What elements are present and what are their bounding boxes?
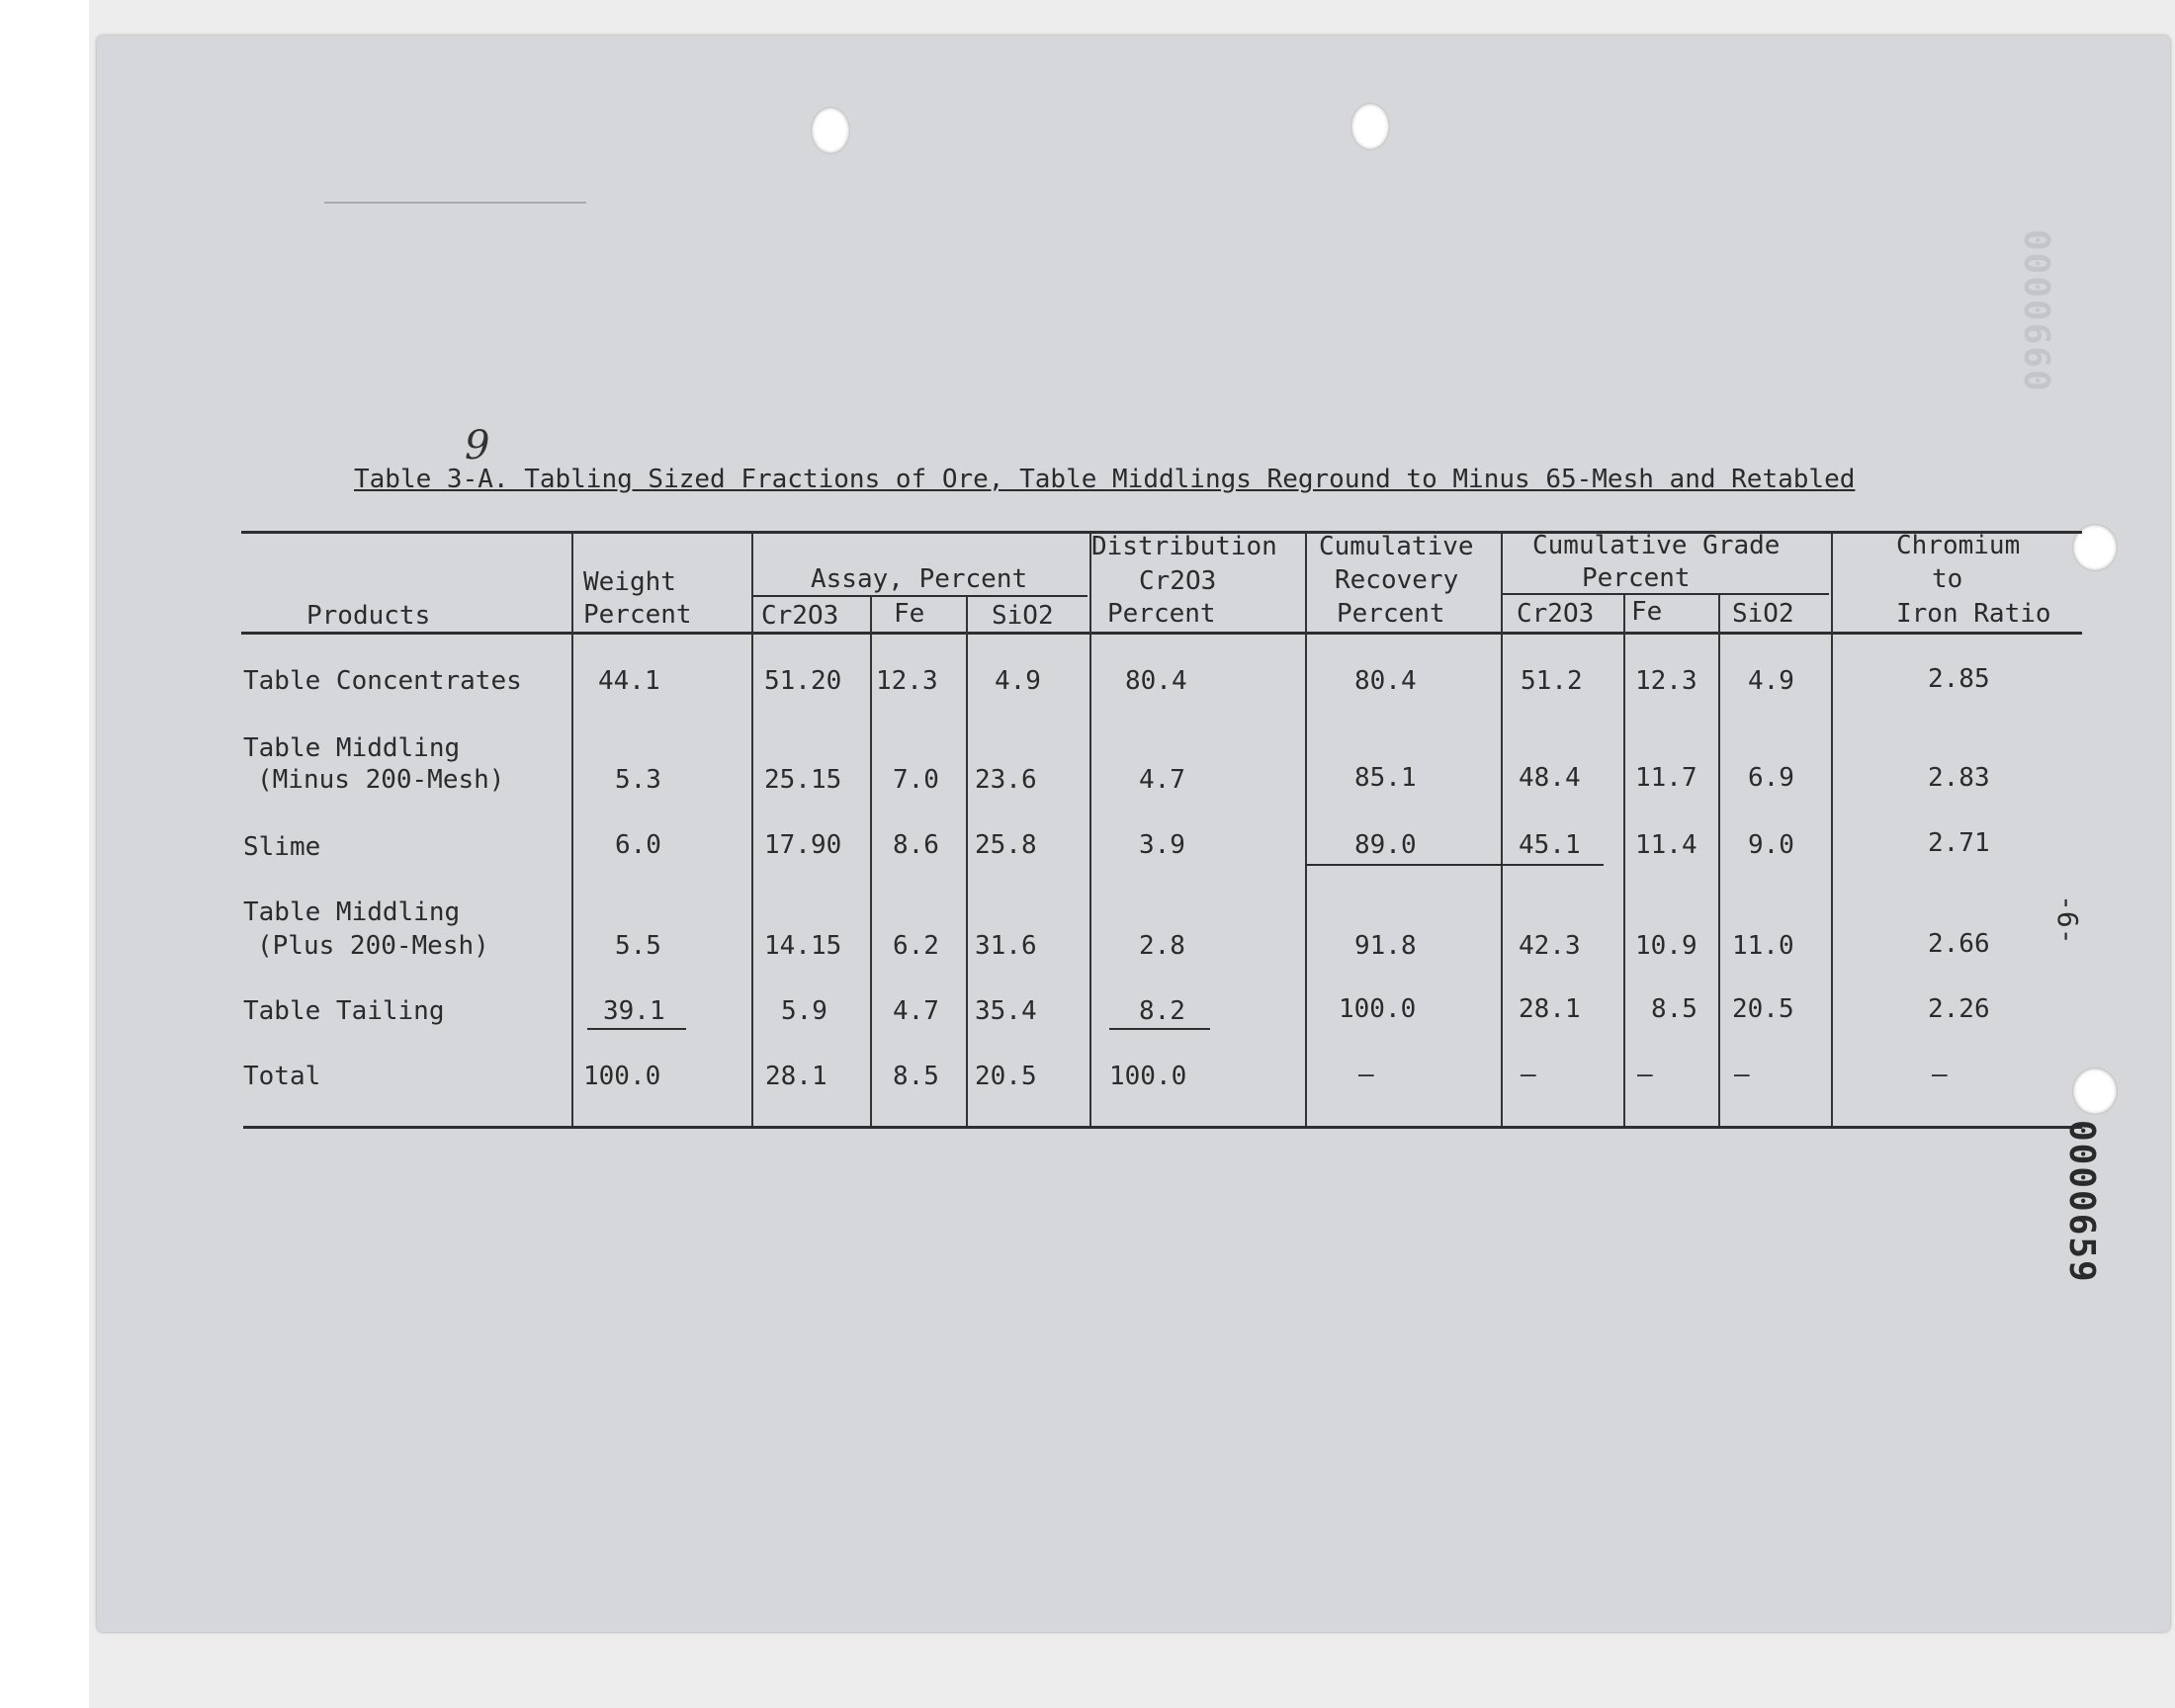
row-cr2o3: 51.20 (764, 666, 842, 696)
row-cg-sio2: 11.0 (1732, 931, 1794, 961)
row-fe: 6.2 (893, 931, 939, 961)
row-dist: 100.0 (1109, 1062, 1187, 1091)
table-title (354, 465, 1855, 494)
faint-stamp-number: 0000660 (2016, 229, 2056, 393)
header-cumrec-2: Recovery (1335, 565, 1459, 595)
col-divider (751, 533, 753, 1126)
row-ratio: 2.85 (1928, 664, 1990, 694)
header-assay-group: Assay, Percent (811, 564, 1028, 594)
row-product-line-2: (Minus 200-Mesh) (257, 765, 505, 795)
title-text: . Tabling Sized Fractions of Ore, Table Middlings Reground to Minus 65-Mesh and Retabled (492, 465, 1856, 494)
row-cg-fe: 10.9 (1635, 931, 1697, 961)
row-cumrec: — (1358, 1060, 1374, 1089)
row-ratio: — (1932, 1060, 1948, 1089)
row-cg-sio2: — (1734, 1060, 1750, 1089)
row-product: Table Concentrates (243, 666, 522, 696)
header-distribution-3: Percent (1107, 599, 1216, 629)
row-fe: 7.0 (893, 765, 939, 795)
col-divider (1501, 533, 1503, 1126)
row-sio2: 23.6 (975, 765, 1037, 795)
punch-hole-top-left (811, 107, 850, 154)
row-cg-cr2o3: 42.3 (1519, 931, 1581, 961)
header-ratio-1: Chromium (1896, 531, 2021, 560)
row-cumrec: 80.4 (1354, 666, 1417, 696)
side-page-number: -6- (2051, 895, 2084, 945)
row-cumrec: 91.8 (1354, 931, 1417, 961)
row-ratio: 2.66 (1928, 929, 1990, 959)
row-sio2: 31.6 (975, 931, 1037, 961)
row-cg-fe: 8.5 (1651, 994, 1697, 1024)
header-products: Products (306, 601, 431, 631)
row-ratio: 2.83 (1928, 763, 1990, 793)
row-cg-fe: 11.4 (1635, 830, 1697, 860)
row-fe: 8.6 (893, 830, 939, 860)
row-cg-sio2: 9.0 (1748, 830, 1794, 860)
row-cg-cr2o3: 51.2 (1521, 666, 1583, 696)
header-weight-2: Percent (583, 600, 692, 630)
title-prefix: Table (354, 465, 447, 494)
header-cumgrade-sio2: SiO2 (1732, 599, 1794, 629)
row-cr2o3: 25.15 (764, 765, 842, 795)
col-divider (1305, 533, 1307, 1126)
row-weight: 5.5 (615, 931, 661, 961)
header-assay-cr2o3: Cr2O3 (761, 601, 839, 631)
row-product: Table Middling (243, 897, 461, 927)
header-ratio-2: to (1932, 564, 1963, 594)
row-fe: 4.7 (893, 996, 939, 1026)
row-dist: 3.9 (1139, 830, 1185, 860)
row-dist: 80.4 (1125, 666, 1187, 696)
row-cumrec: 85.1 (1354, 763, 1417, 793)
header-cumgrade-1: Cumulative Grade (1532, 531, 1781, 560)
row-cr2o3: 28.1 (765, 1062, 827, 1091)
row-sio2: 4.9 (995, 666, 1041, 696)
row-dist: 4.7 (1139, 765, 1185, 795)
document-sheet (97, 36, 2170, 1632)
header-bottom-rule (241, 632, 2082, 635)
row-product: Table Middling (243, 733, 461, 763)
punch-hole-right-lower (2072, 1068, 2118, 1115)
row-product: Table Tailing (243, 996, 445, 1026)
row-cg-cr2o3: 45.1 (1519, 830, 1581, 860)
header-cumrec-3: Percent (1337, 599, 1445, 629)
row-cg-sio2: 4.9 (1748, 666, 1794, 696)
row-product-line-2: (Plus 200-Mesh) (257, 931, 489, 961)
col-divider (870, 597, 872, 1126)
row-sio2: 20.5 (975, 1062, 1037, 1091)
header-distribution-2: Cr2O3 (1139, 566, 1217, 596)
row-cumrec: 100.0 (1339, 994, 1417, 1024)
row-cg-sio2: 6.9 (1748, 763, 1794, 793)
header-cumgrade-2: Percent (1582, 563, 1691, 593)
col-divider (1718, 595, 1720, 1126)
row-cg-fe: — (1637, 1060, 1653, 1089)
handwritten-table-number: 9 (465, 423, 490, 469)
col-divider (966, 597, 968, 1126)
header-weight-1: Weight (583, 567, 676, 597)
row-dist: 2.8 (1139, 931, 1185, 961)
col-divider (1089, 533, 1091, 1126)
row-weight: 5.3 (615, 765, 661, 795)
cumulative-separator-rule (1305, 864, 1604, 866)
row-weight: 39.1 (603, 996, 665, 1026)
header-cumgrade-fe: Fe (1631, 597, 1663, 627)
row-cg-fe: 12.3 (1635, 666, 1697, 696)
row-ratio: 2.71 (1928, 828, 1990, 858)
row-weight: 100.0 (583, 1062, 661, 1091)
row-sio2: 25.8 (975, 830, 1037, 860)
row-cumrec: 89.0 (1354, 830, 1417, 860)
row-fe: 8.5 (893, 1062, 939, 1091)
row-weight: 6.0 (615, 830, 661, 860)
cumgrade-group-rule (1503, 593, 1829, 595)
row-cg-cr2o3: 28.1 (1519, 994, 1581, 1024)
header-cumrec-1: Cumulative (1319, 532, 1474, 561)
row-cg-cr2o3: 48.4 (1519, 763, 1581, 793)
row-cg-fe: 11.7 (1635, 763, 1697, 793)
row-cr2o3: 17.90 (764, 830, 842, 860)
row-sio2: 35.4 (975, 996, 1037, 1026)
row-product: Total (243, 1062, 321, 1091)
col-divider (1831, 533, 1833, 1126)
weight-total-rule (587, 1028, 686, 1030)
row-ratio: 2.26 (1928, 994, 1990, 1024)
stamp-number: 0000659 (2061, 1120, 2102, 1284)
distribution-total-rule (1109, 1028, 1210, 1030)
row-cr2o3: 14.15 (764, 931, 842, 961)
punch-hole-top-right (1350, 103, 1390, 150)
row-weight: 44.1 (598, 666, 660, 696)
left-margin-strip (0, 0, 89, 1708)
header-distribution-1: Distribution (1091, 532, 1277, 561)
col-divider (571, 533, 573, 1126)
header-ratio-3: Iron Ratio (1896, 599, 2051, 629)
row-fe: 12.3 (876, 666, 938, 696)
struck-table-number: 3-A (446, 465, 493, 494)
assay-group-rule (751, 595, 1088, 597)
header-assay-fe: Fe (894, 599, 925, 629)
row-cr2o3: 5.9 (781, 996, 827, 1026)
header-assay-sio2: SiO2 (992, 601, 1054, 631)
row-cg-sio2: 20.5 (1732, 994, 1794, 1024)
header-cumgrade-cr2o3: Cr2O3 (1517, 599, 1595, 629)
row-cg-cr2o3: — (1521, 1060, 1536, 1089)
row-dist: 8.2 (1139, 996, 1185, 1026)
faint-rule (324, 202, 586, 204)
table-bottom-rule (243, 1126, 2082, 1129)
row-product: Slime (243, 832, 321, 862)
col-divider (1623, 595, 1625, 1126)
